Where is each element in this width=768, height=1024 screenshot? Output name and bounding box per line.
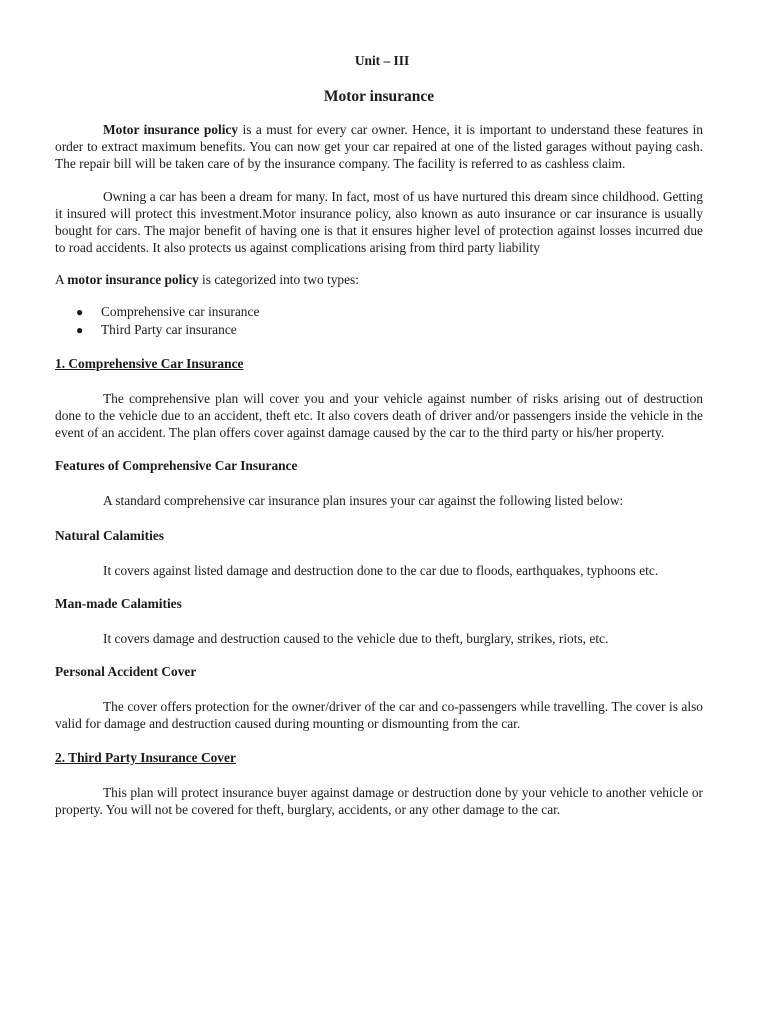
document-body <box>55 52 703 818</box>
document-title: Motor insurance <box>323 88 435 105</box>
bullet-icon: ● <box>76 323 84 337</box>
comprehensive-paragraph: The comprehensive plan will cover you and your vehicle against number of risks arising out of destruction done to the vehicle due to an accident, theft etc. It also covers death of driver and/or passengers inside the vehicle in the event of an accident. The plan offers cover against damage caused by the car to the third party or his/her property. <box>55 391 703 440</box>
list-item-label: Comprehensive car insurance <box>101 304 260 319</box>
categorized-prefix: A <box>55 272 68 287</box>
features-heading: Features of Comprehensive Car Insurance <box>55 458 298 473</box>
insurance-types-list <box>55 303 703 339</box>
categorized-bold: motor insurance policy <box>67 272 199 287</box>
categorized-suffix: is categorized into two types: <box>198 272 359 287</box>
comprehensive-heading: 1. Comprehensive Car Insurance <box>55 356 244 371</box>
third-party-heading: 2. Third Party Insurance Cover <box>55 750 236 765</box>
bullet-icon: ● <box>76 305 84 319</box>
personal-accident-paragraph: The cover offers protection for the owner/driver of the car and co-passengers while travelling. The cover is also valid for damage and destruction caused during mounting or dismounting from the car. <box>55 699 703 731</box>
owning-paragraph: Owning a car has been a dream for many. In fact, most of us have nurtured this dream since childhood. Getting it insured will protect this investment.Motor insurance policy, also known as auto insurance or car insurance is usually bought for cars. The major benefit of having one is that it ensures higher level of protection against losses incurred due to road accidents. It also protects us against complications arising from third party liability <box>55 189 703 255</box>
intro-text: is a must for every car owner. Hence, it is important to understand these features in order to extract maximum benefits. You can now get your car repaired at one of the listed garages without paying cash. The repair bill will be taken care of by the insurance company. The facility is referred to as cashless claim. <box>55 122 704 171</box>
natural-calamities-heading: Natural Calamities <box>55 528 164 543</box>
unit-label: Unit – III <box>354 53 410 68</box>
intro-paragraph <box>55 121 703 172</box>
categorized-paragraph <box>55 271 703 288</box>
natural-calamities-paragraph: It covers against listed damage and destruction done to the car due to floods, earthquakes, typhoons etc. <box>103 563 659 578</box>
third-party-paragraph: This plan will protect insurance buyer against damage or destruction done by your vehicle to another vehicle or property. You will not be covered for theft, burglary, accidents, or any other damage to the car. <box>55 785 703 817</box>
list-item <box>76 303 703 321</box>
manmade-calamities-paragraph: It covers damage and destruction caused to the vehicle due to theft, burglary, strikes, riots, etc. <box>103 631 609 646</box>
list-item <box>76 321 703 339</box>
personal-accident-heading: Personal Accident Cover <box>55 664 197 679</box>
list-item-label: Third Party car insurance <box>101 322 237 337</box>
manmade-calamities-heading: Man-made Calamities <box>55 596 182 611</box>
features-paragraph: A standard comprehensive car insurance plan insures your car against the following listed below: <box>103 493 624 508</box>
intro-bold-lead: Motor insurance policy <box>103 122 239 137</box>
